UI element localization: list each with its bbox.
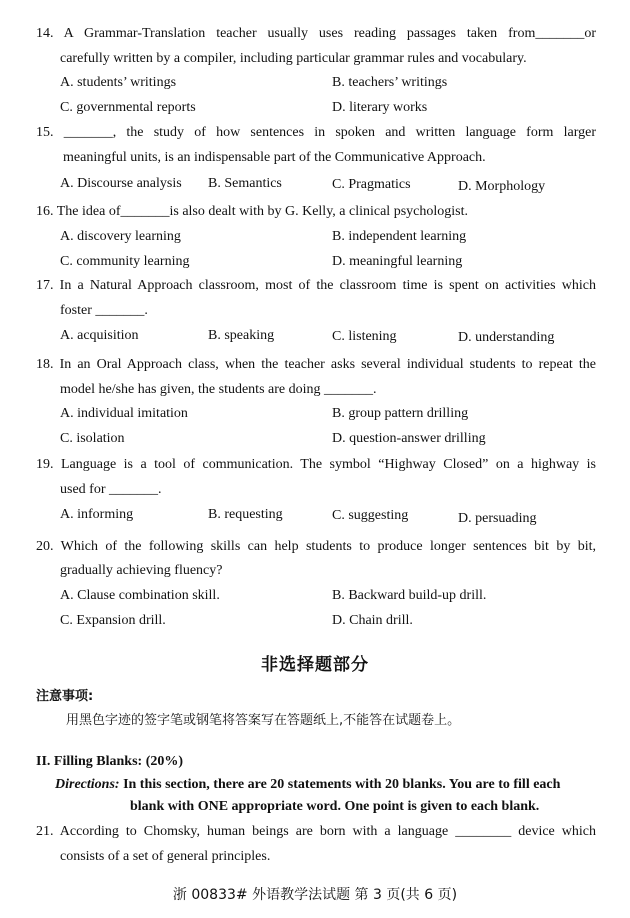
question-15-option-c: C. Pragmatics [332,177,411,192]
question-20-option-d: D. Chain drill. [332,613,413,628]
question-14-option-b: B. teachers’ writings [332,75,448,90]
question-20-line1: 20. Which of the following skills can help students to produce longer sentences bit by bit, [36,539,596,554]
question-19-option-a: A. informing [60,507,134,522]
question-17-line1: 17. In a Natural Approach classroom, most of the classroom time is spent on activities which [36,278,596,293]
part2-heading: II. Filling Blanks: (20%) [36,754,184,769]
question-18-line2: model he/she has given, the students are doing _______. [60,382,377,397]
question-16-option-b: B. independent learning [332,229,467,244]
question-15-option-a: A. Discourse analysis [60,176,182,191]
question-21-line2: consists of a set of general principles. [60,849,271,864]
question-19-option-b: B. requesting [208,507,283,522]
question-19-line2: used for _______. [60,482,162,497]
notice-text: 用黑色字迹的签字笔或钢笔将答案写在答题纸上,不能答在试题卷上。 [66,713,461,728]
question-14-option-a: A. students’ writings [60,75,177,90]
question-19-option-c: C. suggesting [332,508,409,523]
question-19-option-d: D. persuading [458,511,537,526]
page-footer: 浙 00833# 外语教学法试题 第 3 页(共 6 页) [172,887,458,903]
question-20-line2: gradually achieving fluency? [60,563,223,578]
question-15-option-d: D. Morphology [458,179,546,194]
question-15-option-b: B. Semantics [208,176,282,191]
question-17-option-b: B. speaking [208,328,275,343]
question-17-line2: foster _______. [60,303,148,318]
question-17-option-a: A. acquisition [60,328,139,343]
question-18-option-c: C. isolation [60,431,125,446]
question-21-line1: 21. According to Chomsky, human beings are born with a language ________ device which [36,824,596,839]
question-18-line1: 18. In an Oral Approach class, when the teacher asks several individual students to repeat the [36,357,596,372]
question-14-option-c: C. governmental reports [60,100,196,115]
question-17-option-c: C. listening [332,329,397,344]
question-18-option-a: A. individual imitation [60,406,188,421]
directions-text-1: In this section, there are 20 statements with 20 blanks. You are to fill each [123,777,561,792]
question-16-line1: 16. The idea of_______is also dealt with by G. Kelly, a clinical psychologist. [36,204,468,219]
question-16-option-c: C. community learning [60,254,190,269]
question-20-option-b: B. Backward build-up drill. [332,588,487,603]
question-20-option-a: A. Clause combination skill. [60,588,220,603]
question-16-option-a: A. discovery learning [60,229,181,244]
question-19-line1: 19. Language is a tool of communication. The symbol “Highway Closed” on a highway is [36,457,596,472]
part2-directions-line1 [55,776,596,794]
question-17-option-d: D. understanding [458,330,555,345]
notice-label: 注意事项: [36,689,94,704]
directions-label: Directions: [55,777,120,792]
question-14-line1: 14. A Grammar-Translation teacher usually uses reading passages taken from_______or [36,26,596,41]
question-15-line1: 15. _______, the study of how sentences in spoken and written language form larger [36,125,596,140]
part2-directions-line2: blank with ONE appropriate word. One point is given to each blank. [130,799,540,814]
question-16-option-d: D. meaningful learning [332,254,463,269]
question-20-option-c: C. Expansion drill. [60,613,166,628]
question-18-option-d: D. question-answer drilling [332,431,486,446]
section-title: 非选择题部分 [261,655,369,675]
question-14-option-d: D. literary works [332,100,428,115]
question-15-line2: meaningful units, is an indispensable part of the Communicative Approach. [63,150,486,165]
question-14-line2: carefully written by a compiler, including particular grammar rules and vocabulary. [60,51,527,66]
question-18-option-b: B. group pattern drilling [332,406,469,421]
